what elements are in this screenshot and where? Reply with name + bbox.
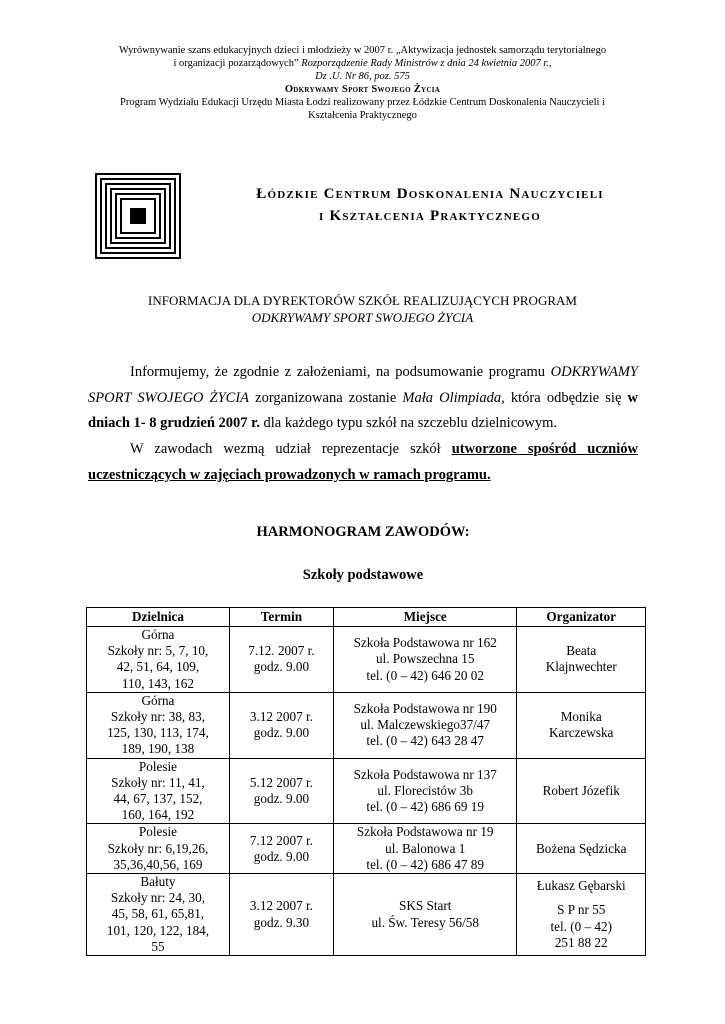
place-name: Szkoła Podstawowa nr 190 <box>353 700 497 716</box>
schools-subtitle: Szkoły podstawowe <box>302 567 424 583</box>
organizer-name: Robert Józefik <box>542 782 620 798</box>
date-day: 5.12 2007 r. <box>249 774 313 790</box>
date-time: godz. 9.00 <box>253 725 310 741</box>
district-schools: 44, 67, 137, 152, <box>113 791 203 807</box>
p2-text-1: W zawodach wezmą udział reprezentacje szkół <box>130 441 452 457</box>
header-line-3: Dz .U. Nr 86, poz. 575 <box>315 71 410 82</box>
organizer-name: Beata <box>566 643 597 659</box>
paragraph-announcement <box>88 360 638 437</box>
organizer-cell <box>517 692 646 758</box>
schedule-title: HARMONOGRAM ZAWODÓW: <box>256 524 470 540</box>
date-cell <box>229 758 333 824</box>
district-name: Polesie <box>138 758 177 774</box>
district-cell <box>87 692 230 758</box>
organizer-name: Monika <box>560 709 602 725</box>
institution-name-line-2: i Kształcenia Praktycznego <box>319 208 541 224</box>
header-program-name: Odkrywamy Sport Swojego Życia <box>284 84 441 95</box>
district-schools: 35,36,40,56, 169 <box>113 856 203 872</box>
place-phone: tel. (0 – 42) 686 69 19 <box>366 799 484 815</box>
district-schools: 160, 164, 192 <box>121 807 195 823</box>
organizer-name: Bożena Sędzicka <box>535 840 627 856</box>
p1-text-7: dla każdego typu szkół na szczeblu dzielnicowym. <box>259 415 558 431</box>
district-schools: 189, 190, 138 <box>121 741 195 757</box>
district-schools: Szkoły nr: 5, 7, 10, <box>107 643 209 659</box>
district-schools: 45, 58, 61, 65,81, <box>111 906 205 922</box>
organizer-name: Klajnwechter <box>545 659 617 675</box>
organizer-cell <box>517 874 646 956</box>
place-cell <box>333 824 516 874</box>
district-cell <box>87 874 230 956</box>
organizer-phone: 251 88 22 <box>554 934 608 950</box>
district-name: Polesie <box>138 824 177 840</box>
table-row <box>87 692 646 758</box>
organizer-cell <box>517 758 646 824</box>
place-name: SKS Start <box>399 898 452 914</box>
district-cell <box>87 627 230 693</box>
p1-event-name: Mała Olimpiada, <box>402 389 505 406</box>
organizer-spacer <box>519 894 643 902</box>
place-cell <box>333 627 516 693</box>
p1-program-name: ODKRYWAMY SPORT SWOJEGO ŻYCIA <box>88 364 638 406</box>
district-name: Górna <box>141 627 175 642</box>
organizer-phone: tel. (0 – 42) <box>550 918 612 934</box>
place-address: ul. Św. Teresy 56/58 <box>371 914 479 930</box>
district-schools: Szkoły nr: 6,19,26, <box>107 840 209 856</box>
table-row <box>87 874 646 956</box>
date-cell <box>229 874 333 956</box>
place-cell <box>333 758 516 824</box>
organizer-name: Łukasz Gębarski <box>536 878 626 894</box>
p1-dates: w dniach 1- 8 grudzień 2007 r. <box>88 389 638 431</box>
place-name: Szkoła Podstawowa nr 137 <box>353 766 497 782</box>
header-organizer: Organizator <box>517 608 646 627</box>
place-address: ul. Balonowa 1 <box>385 840 466 856</box>
district-schools: Szkoły nr: 24, 30, <box>110 890 206 906</box>
date-cell <box>229 692 333 758</box>
date-time: godz. 9.00 <box>253 848 310 864</box>
header-date: Termin <box>229 608 333 627</box>
place-phone: tel. (0 – 42) 686 47 89 <box>366 856 484 872</box>
organizer-cell <box>517 627 646 693</box>
header-place: Miejsce <box>333 608 516 627</box>
place-cell <box>333 874 516 956</box>
p1-text-1: Informujemy, że zgodnie z założeniami, na podsumowanie programu <box>130 364 551 380</box>
district-schools: 110, 143, 162 <box>121 675 194 691</box>
header-line-2b: Rozporządzenie Rady Ministrów z dnia 24 kwietnia 2007 r., <box>301 58 552 69</box>
info-heading <box>60 292 665 326</box>
place-cell <box>333 692 516 758</box>
program-header <box>40 44 685 122</box>
date-time: godz. 9.00 <box>253 791 310 807</box>
place-address: ul. Malczewskiego37/47 <box>360 717 491 733</box>
district-schools: Szkoły nr: 11, 41, <box>111 774 205 790</box>
table-header-row <box>87 608 646 627</box>
info-line-2: ODKRYWAMY SPORT SWOJEGO ŻYCIA <box>251 310 474 325</box>
header-line-6: Kształcenia Praktycznego <box>308 110 417 121</box>
place-phone: tel. (0 – 42) 643 28 47 <box>366 733 484 749</box>
date-day: 7.12. 2007 r. <box>248 643 315 659</box>
place-address: ul. Powszechna 15 <box>375 651 475 667</box>
date-time: godz. 9.30 <box>253 914 310 930</box>
p1-text-3: zorganizowana zostanie <box>249 389 403 406</box>
district-schools: 101, 120, 122, 184, <box>106 922 210 938</box>
table-row <box>87 824 646 874</box>
info-line-1: INFORMACJA DLA DYREKTORÓW SZKÓŁ REALIZUJĄCYCH PROGRAM <box>148 293 577 308</box>
date-time: godz. 9.00 <box>253 659 310 675</box>
organizer-school: S P nr 55 <box>557 902 606 918</box>
header-line-1: Wyrównywanie szans edukacyjnych dzieci i młodzieży w 2007 r. „Aktywizacja jednostek samorządu terytorialnego <box>118 45 607 56</box>
place-name: Szkoła Podstawowa nr 19 <box>356 824 494 840</box>
header-line-5: Program Wydziału Edukacji Urzędu Miasta Łodzi realizowany przez Łódzkie Centrum Doskonalenia Nauczycieli i <box>120 97 605 108</box>
date-day: 7.12 2007 r. <box>249 832 313 848</box>
header-line-2a: i organizacji pozarządowych” <box>173 58 299 69</box>
place-name: Szkoła Podstawowa nr 162 <box>353 635 497 651</box>
header-district: Dzielnica <box>87 608 230 627</box>
district-schools: Szkoły nr: 38, 83, <box>110 709 206 725</box>
institution-name-line-1: Łódzkie Centrum Doskonalenia Nauczycieli <box>256 186 604 202</box>
date-day: 3.12 2007 r. <box>249 898 313 914</box>
district-name: Górna <box>141 692 175 708</box>
p2-underlined-text: utworzone spośród uczniów uczestniczących w zajęciach prowadzonych w ramach programu. <box>88 441 638 483</box>
paragraph-participants <box>88 437 638 488</box>
table-row <box>87 758 646 824</box>
organizer-name: Karczewska <box>548 725 614 741</box>
organizer-cell <box>517 824 646 874</box>
header-line-2 <box>40 57 685 70</box>
schedule-table <box>86 607 646 956</box>
table-row <box>87 627 646 693</box>
date-cell <box>229 627 333 693</box>
institution-logo <box>95 173 181 259</box>
district-schools: 125, 130, 113, 174, <box>107 725 209 741</box>
place-phone: tel. (0 – 42) 646 20 02 <box>366 667 484 683</box>
district-name: Bałuty <box>140 874 176 890</box>
date-cell <box>229 824 333 874</box>
district-cell <box>87 758 230 824</box>
date-day: 3.12 2007 r. <box>249 709 313 725</box>
p1-text-5: która odbędzie się <box>504 389 628 406</box>
district-schools: 55 <box>151 938 165 954</box>
district-schools: 42, 51, 64, 109, <box>116 659 200 675</box>
place-address: ul. Florecistów 3b <box>377 782 473 798</box>
district-cell <box>87 824 230 874</box>
